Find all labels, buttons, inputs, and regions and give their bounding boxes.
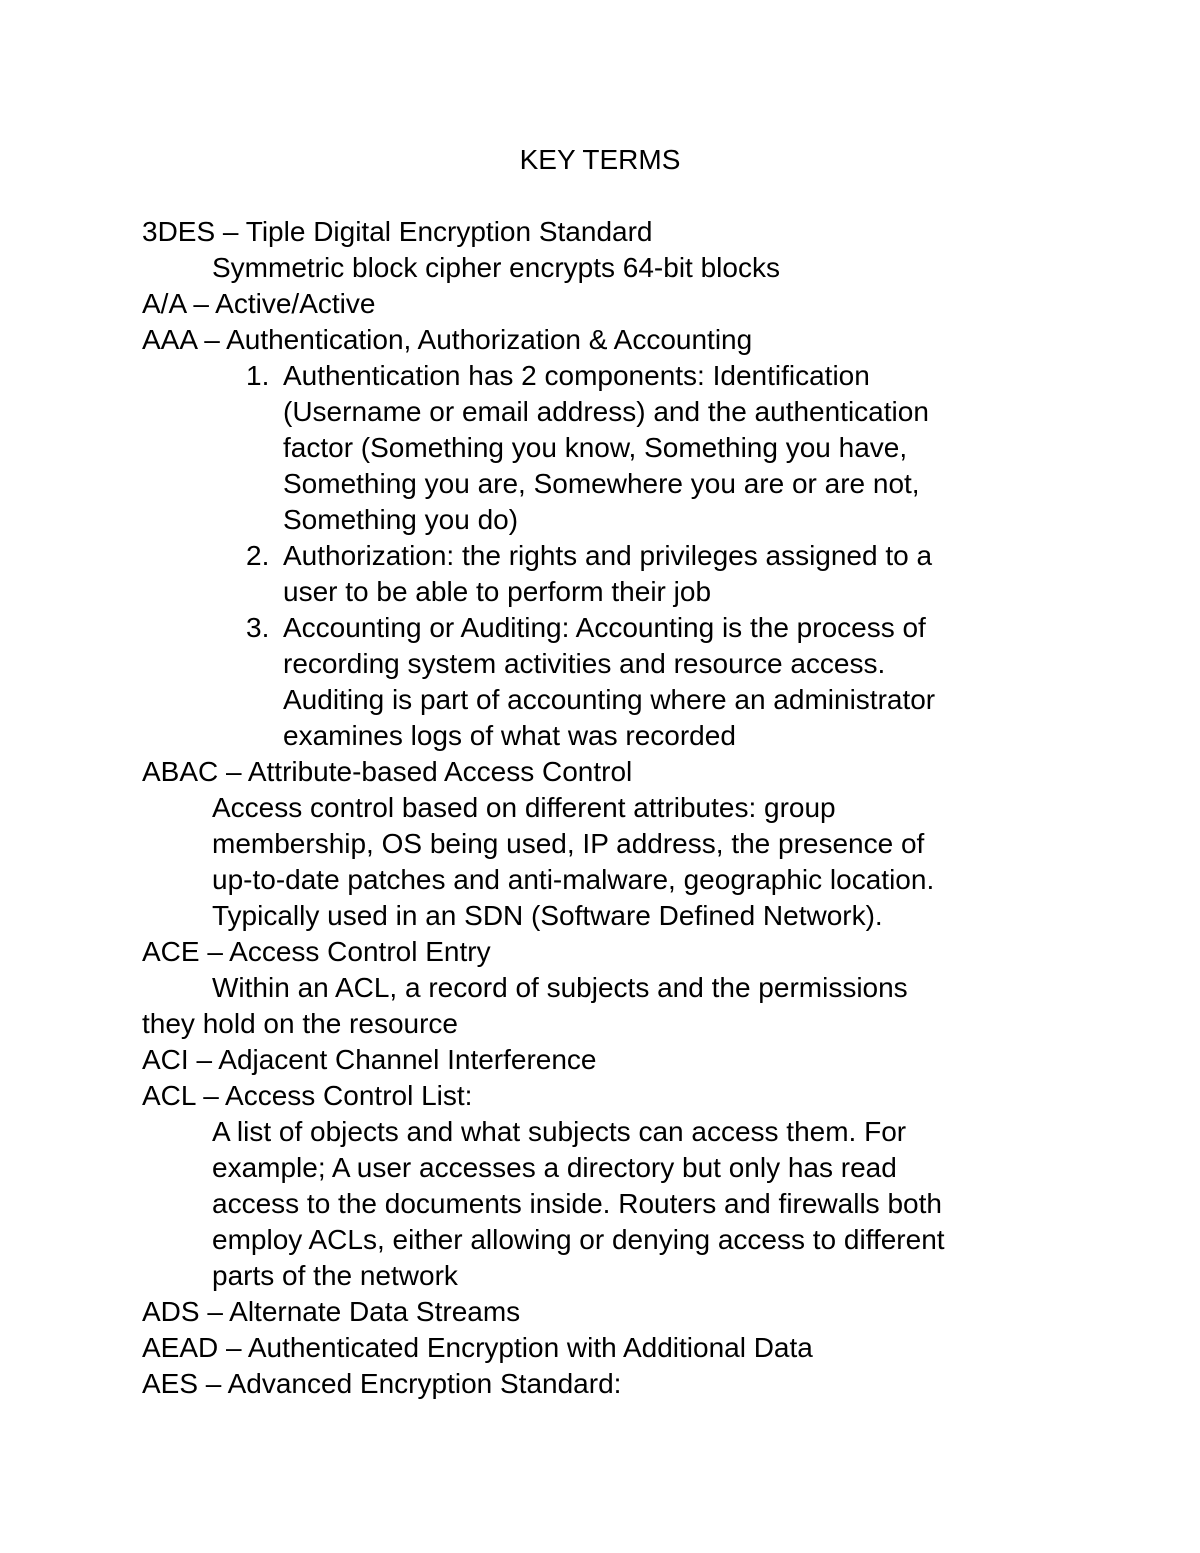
definition-line: up-to-date patches and anti-malware, geographic location. bbox=[212, 864, 935, 895]
definition-line: Within an ACL, a record of subjects and the permissions bbox=[212, 972, 908, 1003]
list-number: 2. bbox=[246, 540, 270, 571]
list-item-continuation: (Username or email address) and the authentication bbox=[283, 396, 929, 427]
list-item-3 bbox=[142, 610, 1062, 646]
list-item-text: Authorization: the rights and privileges assigned to a bbox=[283, 540, 933, 571]
list-item-continuation: Auditing is part of accounting where an administrator bbox=[283, 684, 936, 715]
definition-line: example; A user accesses a directory but only has read bbox=[212, 1152, 897, 1183]
list-item-text: Authentication has 2 components: Identification bbox=[283, 360, 870, 391]
term-3des: 3DES – Tiple Digital Encryption Standard bbox=[142, 216, 653, 247]
definition-line: Symmetric block cipher encrypts 64-bit blocks bbox=[212, 252, 780, 283]
list-item-text: Accounting or Auditing: Accounting is the process of bbox=[283, 612, 926, 643]
definition-line: membership, OS being used, IP address, the presence of bbox=[212, 828, 925, 859]
term-abac: ABAC – Attribute-based Access Control bbox=[142, 756, 633, 787]
term-ads: ADS – Alternate Data Streams bbox=[142, 1296, 521, 1327]
definition-line: access to the documents inside. Routers and firewalls both bbox=[212, 1188, 942, 1219]
definition-line: A list of objects and what subjects can access them. For bbox=[212, 1116, 907, 1147]
glossary-body bbox=[142, 214, 1062, 1402]
list-number: 1. bbox=[246, 360, 270, 391]
list-item-continuation: user to be able to perform their job bbox=[283, 576, 712, 607]
page-title: KEY TERMS bbox=[519, 144, 681, 175]
list-item-continuation: Something you are, Somewhere you are or are not, bbox=[283, 468, 920, 499]
term-aa: A/A – Active/Active bbox=[142, 288, 376, 319]
term-aaa: AAA – Authentication, Authorization & Accounting bbox=[142, 324, 753, 355]
definition-line: they hold on the resource bbox=[142, 1008, 458, 1039]
term-aes: AES – Advanced Encryption Standard: bbox=[142, 1368, 622, 1399]
definition-line: parts of the network bbox=[212, 1260, 458, 1291]
term-acl: ACL – Access Control List: bbox=[142, 1080, 473, 1111]
definition-line: Access control based on different attributes: group bbox=[212, 792, 836, 823]
term-aci: ACI – Adjacent Channel Interference bbox=[142, 1044, 597, 1075]
definition-line: Typically used in an SDN (Software Defined Network). bbox=[212, 900, 883, 931]
list-item-continuation: factor (Something you know, Something you have, bbox=[283, 432, 908, 463]
list-item-1 bbox=[142, 358, 1062, 394]
list-number: 3. bbox=[246, 612, 270, 643]
term-ace: ACE – Access Control Entry bbox=[142, 936, 491, 967]
list-item-continuation: Something you do) bbox=[283, 504, 519, 535]
definition-line: employ ACLs, either allowing or denying access to different bbox=[212, 1224, 945, 1255]
term-aead: AEAD – Authenticated Encryption with Additional Data bbox=[142, 1332, 813, 1363]
list-item-continuation: recording system activities and resource access. bbox=[283, 648, 886, 679]
list-item-2 bbox=[142, 538, 1062, 574]
list-item-continuation: examines logs of what was recorded bbox=[283, 720, 736, 751]
